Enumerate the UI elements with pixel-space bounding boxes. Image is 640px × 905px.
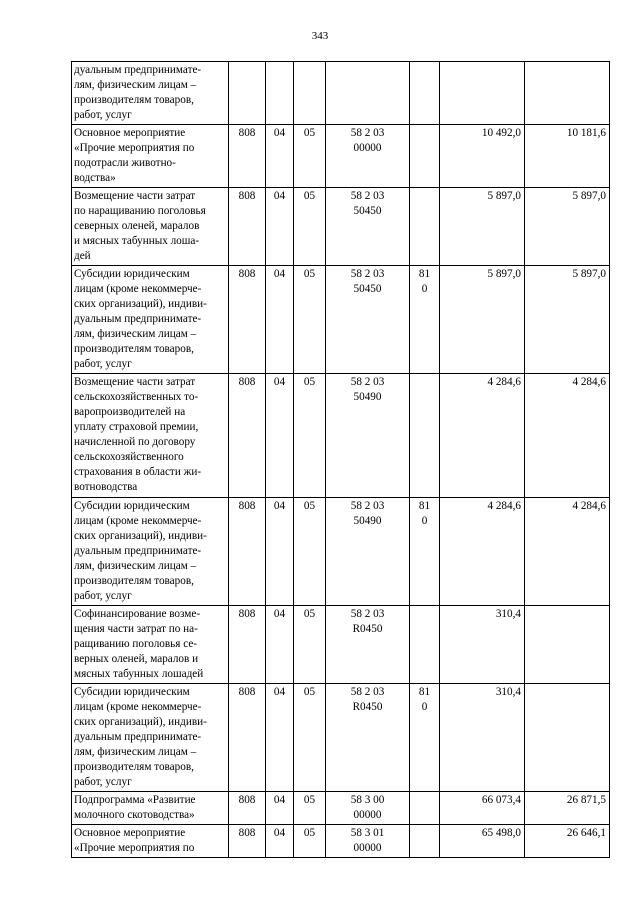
subsection-code-cell: 05 bbox=[294, 498, 326, 606]
amount-year1-cell: 65 498,0 bbox=[440, 825, 525, 858]
table-row bbox=[72, 374, 610, 498]
ved-code-cell: 808 bbox=[229, 684, 266, 792]
target-article-cell: 58 3 00 00000 bbox=[326, 792, 410, 825]
section-code-cell: 04 bbox=[266, 188, 294, 266]
subsection-code-cell: 05 bbox=[294, 266, 326, 374]
table-row bbox=[72, 606, 610, 684]
amount-year1-cell: 5 897,0 bbox=[440, 266, 525, 374]
amount-year1-cell: 310,4 bbox=[440, 606, 525, 684]
section-code-cell: 04 bbox=[266, 684, 294, 792]
expense-type-cell bbox=[410, 606, 440, 684]
amount-year1-cell bbox=[440, 62, 525, 125]
expense-type-cell bbox=[410, 62, 440, 125]
subsection-code-cell: 05 bbox=[294, 374, 326, 498]
ved-code-cell: 808 bbox=[229, 498, 266, 606]
target-article-cell: 58 2 03 R0450 bbox=[326, 684, 410, 792]
table-row bbox=[72, 498, 610, 606]
section-code-cell: 04 bbox=[266, 266, 294, 374]
ved-code-cell: 808 bbox=[229, 266, 266, 374]
item-name-cell: Возмещение части затрат по наращиванию поголовья северных оленей, маралов и мясных табунных лоша- дей bbox=[72, 188, 229, 266]
subsection-code-cell bbox=[294, 62, 326, 125]
target-article-cell: 58 3 01 00000 bbox=[326, 825, 410, 858]
amount-year2-cell: 4 284,6 bbox=[525, 374, 610, 498]
target-article-cell: 58 2 03 50490 bbox=[326, 498, 410, 606]
section-code-cell: 04 bbox=[266, 125, 294, 188]
target-article-cell: 58 2 03 00000 bbox=[326, 125, 410, 188]
item-name-cell: Подпрограмма «Развитие молочного скотоводства» bbox=[72, 792, 229, 825]
section-code-cell: 04 bbox=[266, 498, 294, 606]
amount-year1-cell: 4 284,6 bbox=[440, 498, 525, 606]
subsection-code-cell: 05 bbox=[294, 825, 326, 858]
amount-year2-cell: 4 284,6 bbox=[525, 498, 610, 606]
subsection-code-cell: 05 bbox=[294, 792, 326, 825]
amount-year2-cell: 5 897,0 bbox=[525, 188, 610, 266]
amount-year2-cell: 5 897,0 bbox=[525, 266, 610, 374]
amount-year2-cell: 26 646,1 bbox=[525, 825, 610, 858]
ved-code-cell: 808 bbox=[229, 374, 266, 498]
table-row bbox=[72, 684, 610, 792]
amount-year2-cell: 10 181,6 bbox=[525, 125, 610, 188]
expense-type-cell bbox=[410, 792, 440, 825]
item-name-cell: Основное мероприятие «Прочие мероприятия по bbox=[72, 825, 229, 858]
target-article-cell: 58 2 03 50450 bbox=[326, 188, 410, 266]
target-article-cell: 58 2 03 50490 bbox=[326, 374, 410, 498]
amount-year2-cell bbox=[525, 606, 610, 684]
expense-type-cell: 81 0 bbox=[410, 498, 440, 606]
section-code-cell: 04 bbox=[266, 374, 294, 498]
subsection-code-cell: 05 bbox=[294, 188, 326, 266]
ved-code-cell: 808 bbox=[229, 606, 266, 684]
table-row bbox=[72, 125, 610, 188]
ved-code-cell: 808 bbox=[229, 188, 266, 266]
target-article-cell: 58 2 03 50450 bbox=[326, 266, 410, 374]
item-name-cell: Субсидии юридическим лицам (кроме некоммерче- ских организаций), индиви- дуальным предпринимате- лям, физическим лицам – производителям товаров, работ, услуг bbox=[72, 498, 229, 606]
expense-type-cell bbox=[410, 825, 440, 858]
amount-year1-cell: 66 073,4 bbox=[440, 792, 525, 825]
amount-year1-cell: 4 284,6 bbox=[440, 374, 525, 498]
section-code-cell: 04 bbox=[266, 825, 294, 858]
page-number: 343 bbox=[311, 30, 329, 42]
item-name-cell: дуальным предпринимате- лям, физическим лицам – производителям товаров, работ, услуг bbox=[72, 62, 229, 125]
table-row bbox=[72, 792, 610, 825]
amount-year1-cell: 5 897,0 bbox=[440, 188, 525, 266]
amount-year1-cell: 10 492,0 bbox=[440, 125, 525, 188]
target-article-cell: 58 2 03 R0450 bbox=[326, 606, 410, 684]
expense-type-cell bbox=[410, 188, 440, 266]
item-name-cell: Основное мероприятие «Прочие мероприятия по подотрасли животно- водства» bbox=[72, 125, 229, 188]
expense-type-cell bbox=[410, 125, 440, 188]
section-code-cell: 04 bbox=[266, 606, 294, 684]
ved-code-cell bbox=[229, 62, 266, 125]
expense-type-cell: 81 0 bbox=[410, 266, 440, 374]
table-row bbox=[72, 62, 610, 125]
item-name-cell: Софинансирование возме- щения части затрат по на- ращиванию поголовья се- верных оленей, маралов и мясных табунных лошадей bbox=[72, 606, 229, 684]
table-row bbox=[72, 188, 610, 266]
ved-code-cell: 808 bbox=[229, 792, 266, 825]
amount-year1-cell: 310,4 bbox=[440, 684, 525, 792]
section-code-cell: 04 bbox=[266, 792, 294, 825]
item-name-cell: Возмещение части затрат сельскохозяйственных то- варопроизводителей на уплату страховой премии, начисленной по договору сельскохозяйственного страхования в области жи- вотноводства bbox=[72, 374, 229, 498]
amount-year2-cell: 26 871,5 bbox=[525, 792, 610, 825]
item-name-cell: Субсидии юридическим лицам (кроме некоммерче- ских организаций), индиви- дуальным предпринимате- лям, физическим лицам – производителям товаров, работ, услуг bbox=[72, 684, 229, 792]
subsection-code-cell: 05 bbox=[294, 684, 326, 792]
expense-type-cell bbox=[410, 374, 440, 498]
ved-code-cell: 808 bbox=[229, 125, 266, 188]
table-row bbox=[72, 825, 610, 858]
amount-year2-cell bbox=[525, 684, 610, 792]
amount-year2-cell bbox=[525, 62, 610, 125]
section-code-cell bbox=[266, 62, 294, 125]
budget-table bbox=[71, 61, 610, 858]
subsection-code-cell: 05 bbox=[294, 606, 326, 684]
expense-type-cell: 81 0 bbox=[410, 684, 440, 792]
item-name-cell: Субсидии юридическим лицам (кроме некоммерче- ских организаций), индиви- дуальным предпринимате- лям, физическим лицам – производителям товаров, работ, услуг bbox=[72, 266, 229, 374]
subsection-code-cell: 05 bbox=[294, 125, 326, 188]
table-row bbox=[72, 266, 610, 374]
ved-code-cell: 808 bbox=[229, 825, 266, 858]
target-article-cell bbox=[326, 62, 410, 125]
